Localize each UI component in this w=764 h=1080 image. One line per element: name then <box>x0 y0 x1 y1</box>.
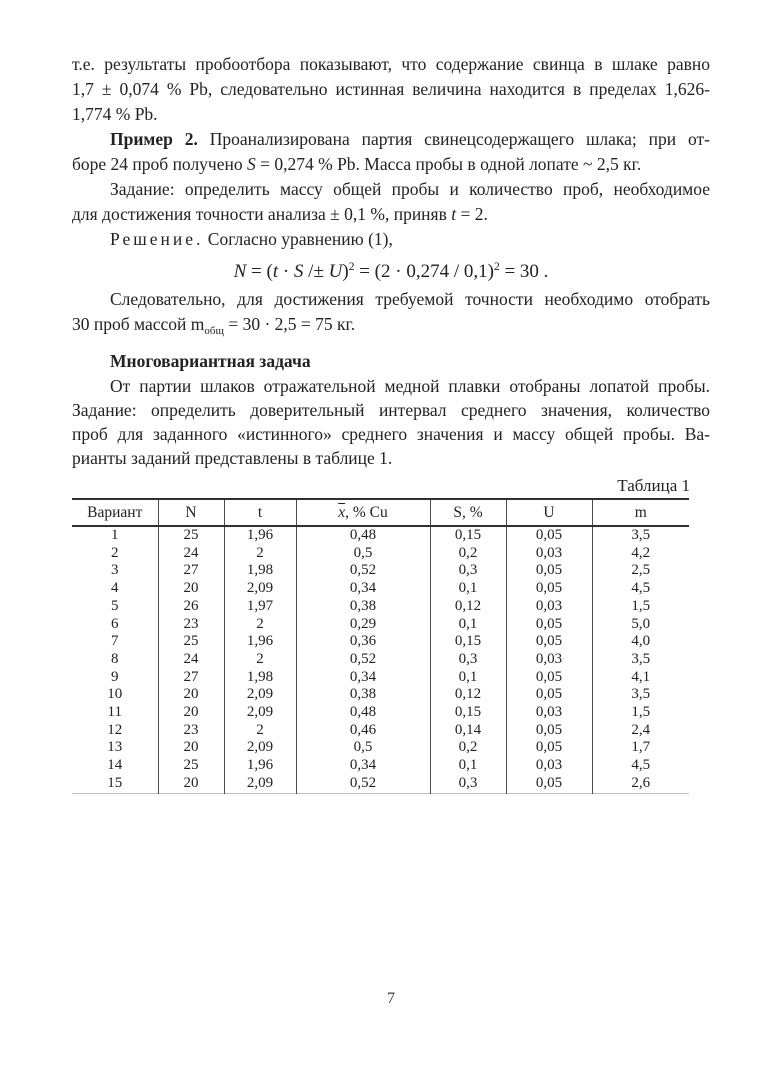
table-row <box>72 704 689 722</box>
table-cell: 0,03 <box>506 545 592 563</box>
text-run: = 0,274 % Pb. Масса пробы в одной лопате ~ 2,5 кг. <box>255 154 642 174</box>
text-run: = 2. <box>456 204 488 224</box>
text-run: рианты заданий представлены в таблице 1. <box>72 448 393 468</box>
paragraph-line <box>72 52 710 77</box>
text-run: t <box>257 503 263 521</box>
text-run: 1,774 % Pb. <box>72 104 158 124</box>
text-run: 2 <box>348 261 355 273</box>
text-run: Многовариантная задача <box>110 351 311 371</box>
column-header-x-cu <box>296 499 430 526</box>
table-cell: 1,96 <box>224 526 296 545</box>
table-cell: 0,34 <box>296 580 430 598</box>
table-cell: 15 <box>107 774 123 791</box>
table-cell: 0,15 <box>430 633 506 651</box>
table-cell: 0,03 <box>506 598 592 616</box>
text-run: ) <box>342 261 349 282</box>
table-cell: 0,1 <box>430 616 506 634</box>
table-cell: 0,15 <box>430 526 506 545</box>
table-cell: 20 <box>158 775 224 793</box>
text-run: общ <box>204 325 224 337</box>
paragraph-line <box>72 152 710 177</box>
paragraph-line <box>72 177 710 202</box>
table-cell: 0,48 <box>296 526 430 545</box>
table-cell: 24 <box>158 545 224 563</box>
text-run: 30 проб массой m <box>72 314 205 334</box>
text-run: /± <box>303 261 329 282</box>
table-cell: 0,12 <box>430 686 506 704</box>
text-run: U <box>543 503 555 521</box>
table-cell: 2,5 <box>592 562 689 580</box>
table-cell: 0,05 <box>506 722 592 740</box>
table-body <box>72 526 689 793</box>
text-run: U <box>328 261 343 282</box>
table-cell: 2,09 <box>224 580 296 598</box>
text-run: 1,7 ± 0,074 % Pb, следовательно истинная величина находится в пределах 1,626- <box>72 79 710 99</box>
table-cell: 20 <box>158 580 224 598</box>
table-cell: 2,09 <box>224 775 296 793</box>
table-cell: 4,0 <box>592 633 689 651</box>
table-cell: 20 <box>158 739 224 757</box>
table-row <box>72 598 689 616</box>
table-cell: 4,5 <box>592 580 689 598</box>
table-cell: 0,29 <box>296 616 430 634</box>
table-cell: 0,05 <box>506 526 592 545</box>
table-cell: 0,52 <box>296 775 430 793</box>
paragraph-line <box>72 227 710 252</box>
table-cell: 1,98 <box>224 669 296 687</box>
table-cell: 0,34 <box>296 757 430 775</box>
table-cell: 2,4 <box>592 722 689 740</box>
table-cell: 0,1 <box>430 757 506 775</box>
table-row <box>72 651 689 669</box>
table-header-row <box>72 499 689 526</box>
table-cell: 10 <box>107 686 123 703</box>
table-cell: 1,5 <box>592 598 689 616</box>
table-cell: 0,48 <box>296 704 430 722</box>
text-run: = (2 · 0,274 / 0,1) <box>354 261 494 282</box>
text-run: Пример 2. <box>110 129 198 149</box>
table-cell: 0,5 <box>296 739 430 757</box>
table-cell: 27 <box>158 669 224 687</box>
table-cell: 23 <box>158 616 224 634</box>
paragraph-line <box>72 102 710 127</box>
text-run: t <box>451 204 457 224</box>
table-cell: 2,09 <box>224 704 296 722</box>
table-cell: 8 <box>111 650 119 667</box>
table-row <box>72 669 689 687</box>
table-row <box>72 757 689 775</box>
table-cell: 0,15 <box>430 704 506 722</box>
text-column <box>72 52 710 794</box>
table-cell: 1,5 <box>592 704 689 722</box>
paragraph-line <box>72 446 710 470</box>
column-header-variant <box>72 499 158 526</box>
table-cell: 12 <box>107 721 123 738</box>
table-row <box>72 616 689 634</box>
table-cell: 2,09 <box>224 686 296 704</box>
paragraph-line <box>72 374 710 398</box>
table-cell: 20 <box>158 704 224 722</box>
table-cell: 3,5 <box>592 651 689 669</box>
text-run: , % Cu <box>345 503 388 521</box>
table-cell: 4,5 <box>592 757 689 775</box>
table-cell: 0,05 <box>506 669 592 687</box>
table-cell: 7 <box>111 633 119 650</box>
table-cell: 1,98 <box>224 562 296 580</box>
paragraph-line <box>72 287 710 312</box>
table-cell: 0,12 <box>430 598 506 616</box>
table-cell: 0,52 <box>296 651 430 669</box>
table-cell: 0,2 <box>430 739 506 757</box>
table-cell: 0,2 <box>430 545 506 563</box>
paragraph-line <box>72 398 710 422</box>
table-cell: 2 <box>224 616 296 634</box>
table-cell: 0,05 <box>506 616 592 634</box>
table-cell: 0,34 <box>296 669 430 687</box>
table-cell: 0,36 <box>296 633 430 651</box>
variants-table <box>72 498 689 794</box>
table-cell: 0,1 <box>430 580 506 598</box>
table-cell: 0,05 <box>506 775 592 793</box>
page-number: 7 <box>387 990 395 1007</box>
table-row <box>72 739 689 757</box>
table-cell: 20 <box>158 686 224 704</box>
table-cell: 2 <box>224 545 296 563</box>
table-cell: 0,05 <box>506 633 592 651</box>
table-cell: 0,3 <box>430 775 506 793</box>
text-run: S <box>247 154 256 174</box>
paragraph-line <box>72 422 710 446</box>
text-run: N <box>233 261 247 282</box>
table-cell: 5 <box>111 597 119 614</box>
table-cell: 0,05 <box>506 580 592 598</box>
table-cell: 11 <box>107 704 122 721</box>
text-run: = 30 · 2,5 = 75 кг. <box>223 314 356 334</box>
text-run: = ( <box>246 261 273 282</box>
table-cell: 0,03 <box>506 651 592 669</box>
column-header-n <box>158 499 224 526</box>
text-run: проб для заданного «истинного» среднего значения и массу общей пробы. Ва- <box>72 424 710 444</box>
table-cell: 0,38 <box>296 598 430 616</box>
table-cell: 23 <box>158 722 224 740</box>
column-header-u <box>506 499 592 526</box>
table-cell: 1,97 <box>224 598 296 616</box>
section-heading <box>72 349 710 374</box>
table-cell: 0,03 <box>506 704 592 722</box>
equation <box>72 253 710 286</box>
paragraph-line <box>72 127 710 152</box>
paragraph-line <box>72 77 710 102</box>
table-cell: 4,2 <box>592 545 689 563</box>
table-cell: 4,1 <box>592 669 689 687</box>
paragraph-line <box>72 312 710 344</box>
text-run: · <box>278 261 294 282</box>
text-run: боре 24 проб получено <box>72 154 247 174</box>
table-row <box>72 545 689 563</box>
table-cell: 2,09 <box>224 739 296 757</box>
table-cell: 0,14 <box>430 722 506 740</box>
table-cell: 26 <box>158 598 224 616</box>
table-cell: 25 <box>158 757 224 775</box>
text-run: Следовательно, для достижения требуемой точности необходимо отобрать <box>110 289 710 309</box>
column-header-m <box>592 499 689 526</box>
text-run: для достижения точности анализа ± 0,1 %, приняв <box>72 204 452 224</box>
table-cell: 1 <box>111 527 119 543</box>
table-cell: 9 <box>111 668 119 685</box>
table-cell: 0,05 <box>506 739 592 757</box>
table-cell: 14 <box>107 757 123 774</box>
table-cell: 0,3 <box>430 562 506 580</box>
table-cell: 0,1 <box>430 669 506 687</box>
table-cell: 0,5 <box>296 545 430 563</box>
table-cell: 3 <box>111 562 119 579</box>
table-row <box>72 686 689 704</box>
column-header-s <box>430 499 506 526</box>
table-row <box>72 775 689 793</box>
table-cell: 1,7 <box>592 739 689 757</box>
text-run: N <box>185 503 197 521</box>
table-cell: 27 <box>158 562 224 580</box>
text-run: S, % <box>453 503 483 521</box>
table-cell: 2 <box>224 651 296 669</box>
text-run: = 30 . <box>499 261 549 282</box>
text-run: m <box>634 503 647 521</box>
text-run: Проанализирована партия свинецсодержащего шлака; при от- <box>197 129 710 149</box>
table-caption: Таблица 1 <box>617 476 690 495</box>
text-run: Задание: определить массу общей пробы и количество проб, необходимое <box>110 179 710 199</box>
table-cell: 0,3 <box>430 651 506 669</box>
table-cell: 2,6 <box>592 775 689 793</box>
table-cell: 24 <box>158 651 224 669</box>
table-cell: 1,96 <box>224 757 296 775</box>
table-cell: 6 <box>111 615 119 632</box>
table-row <box>72 722 689 740</box>
table-cell: 1,96 <box>224 633 296 651</box>
table-cell: 0,05 <box>506 686 592 704</box>
text-run: От партии шлаков отражательной медной плавки отобраны лопатой пробы. <box>110 376 710 396</box>
table-cell: 0,05 <box>506 562 592 580</box>
text-run: т.е. результаты пробоотбора показывают, что содержание свинца в шлаке равно <box>72 54 710 74</box>
table-cell: 0,52 <box>296 562 430 580</box>
table-cell: 3,5 <box>592 686 689 704</box>
table-cell: 4 <box>111 580 119 597</box>
text-run: S <box>293 261 304 282</box>
text-run: Вариант <box>87 503 143 521</box>
text-run: Согласно уравнению (1), <box>203 229 393 249</box>
paragraph-line <box>72 202 710 227</box>
text-run: 2 <box>493 261 500 273</box>
table-cell: 2 <box>111 544 119 561</box>
table-row <box>72 562 689 580</box>
table-cell: 0,03 <box>506 757 592 775</box>
text-run: $\overline{x}$ <box>338 503 346 521</box>
table-row <box>72 580 689 598</box>
table-cell: 3,5 <box>592 526 689 545</box>
table-cell: 25 <box>158 633 224 651</box>
text-run: Задание: определить доверительный интервал среднего значения, количество <box>72 400 710 420</box>
table-cell: 13 <box>107 739 123 756</box>
table-row <box>72 633 689 651</box>
table-cell: 2 <box>224 722 296 740</box>
text-run: Решение. <box>110 229 204 249</box>
table-cell: 25 <box>158 526 224 545</box>
table-row <box>72 526 689 545</box>
table-cell: 0,46 <box>296 722 430 740</box>
table-cell: 5,0 <box>592 616 689 634</box>
text-run: t <box>272 261 279 282</box>
column-header-t <box>224 499 296 526</box>
table-cell: 0,38 <box>296 686 430 704</box>
